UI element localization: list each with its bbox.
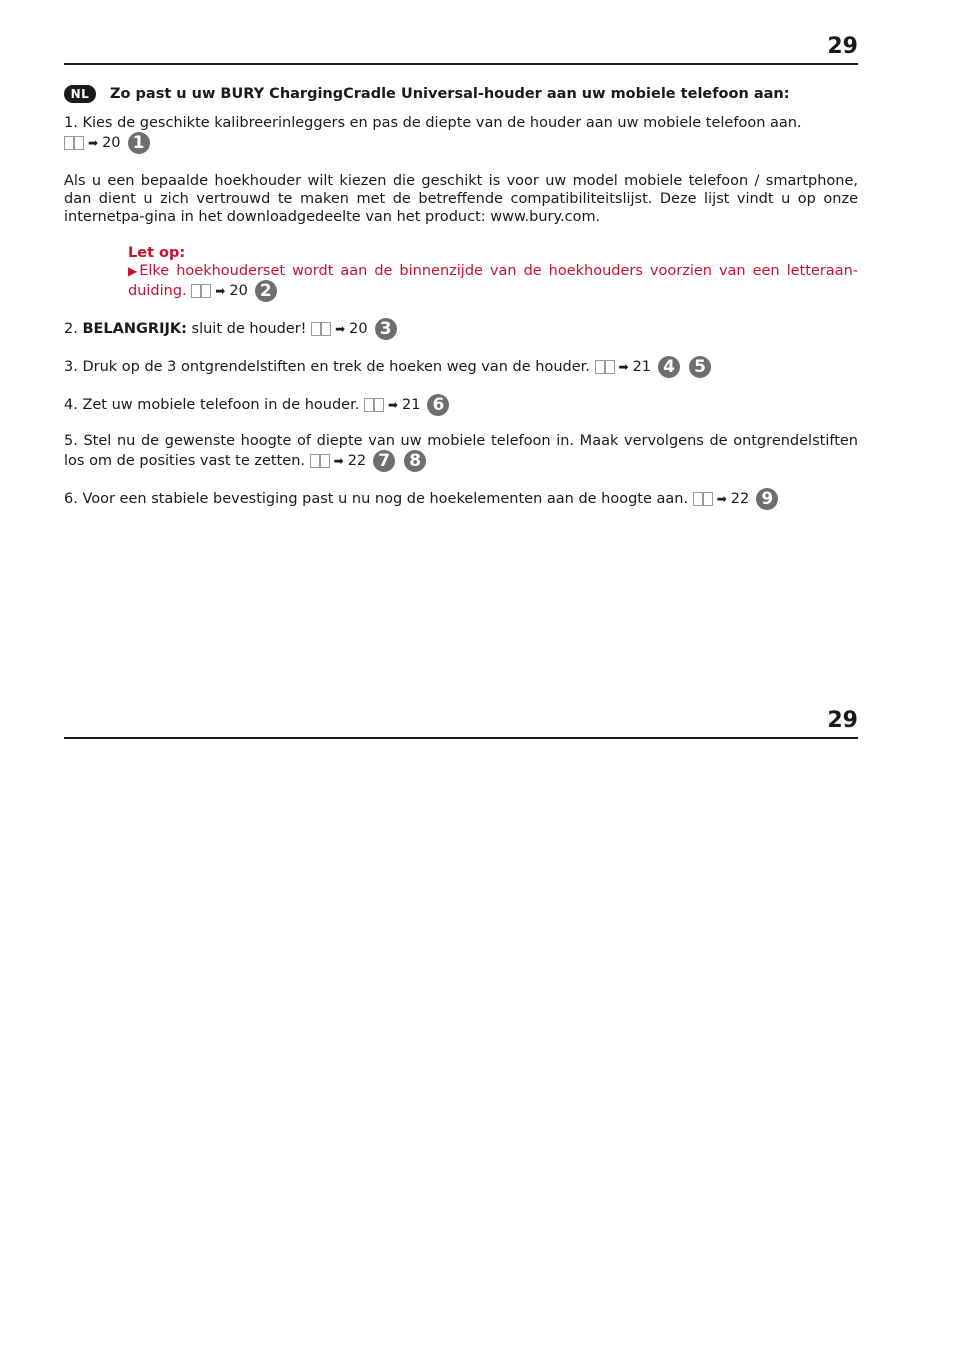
section-heading — [64, 84, 858, 104]
book-icon — [64, 136, 84, 150]
language-badge: NL — [64, 85, 96, 103]
step-2-number: 2. — [64, 321, 78, 337]
page-number-top: 29 — [827, 34, 858, 59]
arrow-right-icon: ➡ — [333, 454, 344, 468]
step-5-ref — [310, 450, 427, 472]
step-1-ref — [64, 132, 150, 154]
step-4-text: 4. Zet uw mobiele telefoon in de houder. — [64, 397, 360, 413]
figure-badge-5: 5 — [689, 356, 711, 378]
page-ref: 21 — [402, 397, 421, 413]
step-3-text: 3. Druk op de 3 ontgrendelstiften en trek de hoeken weg van de houder. — [64, 359, 590, 375]
figure-badge-1: 1 — [128, 132, 150, 154]
figure-badge-6: 6 — [427, 394, 449, 416]
book-icon — [595, 360, 615, 374]
step-5 — [64, 432, 858, 472]
book-icon — [191, 284, 211, 298]
book-icon — [693, 492, 713, 506]
figure-badge-4: 4 — [658, 356, 680, 378]
step-1-text: 1. Kies de geschikte kalibreerinleggers en pas de diepte van de houder aan uw mobiele telefoon aan. — [64, 115, 802, 131]
arrow-right-icon: ➡ — [335, 322, 346, 336]
step-2-ref — [311, 318, 397, 340]
note-body: Elke hoekhouderset wordt aan de binnenzijde van de hoekhouders voorzien van een letteraan-duiding. — [128, 263, 858, 299]
book-icon — [310, 454, 330, 468]
page-ref: 22 — [347, 453, 367, 469]
step-2-emphasis: BELANGRIJK: — [82, 321, 187, 337]
step-6 — [64, 488, 858, 510]
figure-badge-9: 9 — [756, 488, 778, 510]
book-icon — [311, 322, 331, 336]
note-title: Let op: — [128, 245, 186, 261]
page-ref: 20 — [229, 283, 248, 299]
footer-rule — [64, 737, 858, 739]
page-ref: 20 — [102, 135, 121, 151]
page-ref: 22 — [730, 491, 750, 507]
page-ref: 20 — [349, 321, 368, 337]
section-title: Zo past u uw BURY ChargingCradle Universal-houder aan uw mobiele telefoon aan: — [110, 86, 790, 102]
step-2 — [64, 318, 858, 340]
step-1 — [64, 114, 858, 154]
step-3 — [64, 356, 858, 378]
step-6-ref — [693, 488, 779, 510]
note-block — [128, 244, 858, 302]
step-2-text: sluit de houder! — [191, 321, 307, 337]
page-ref: 21 — [632, 359, 652, 375]
step-3-ref — [595, 356, 712, 378]
figure-badge-2: 2 — [255, 280, 277, 302]
step-4 — [64, 394, 858, 416]
page-number-bottom: 29 — [827, 708, 858, 733]
manual-content — [64, 84, 858, 510]
intro-paragraph: Als u een bepaalde hoekhouder wilt kiezen die geschikt is voor uw model mobiele telefoon / smartphone, dan dient u zich vertrouwd te maken met de betreffende compatibiliteitslijst. Deze lijst vindt u op onze internetpa-gina in het downloadgedeelte van het product: www.bury.com. — [64, 173, 858, 225]
triangle-right-icon: ▶ — [128, 264, 138, 278]
figure-badge-8: 8 — [404, 450, 426, 472]
step-5-text: 5. Stel nu de gewenste hoogte of diepte van uw mobiele telefoon in. Maak vervolgens de ontgrendelstiften los om de posities vast te zetten. — [64, 433, 858, 469]
note-ref — [191, 280, 277, 302]
book-icon — [364, 398, 384, 412]
step-4-ref — [364, 394, 450, 416]
arrow-right-icon: ➡ — [618, 360, 629, 374]
figure-badge-7: 7 — [373, 450, 395, 472]
note-text — [128, 262, 858, 302]
arrow-right-icon: ➡ — [387, 398, 399, 412]
step-6-text: 6. Voor een stabiele bevestiging past u nu nog de hoekelementen aan de hoogte aan. — [64, 491, 689, 507]
arrow-right-icon: ➡ — [88, 136, 99, 150]
arrow-right-icon: ➡ — [215, 284, 226, 298]
header-rule — [64, 63, 858, 65]
arrow-right-icon: ➡ — [716, 492, 727, 506]
figure-badge-3: 3 — [375, 318, 397, 340]
